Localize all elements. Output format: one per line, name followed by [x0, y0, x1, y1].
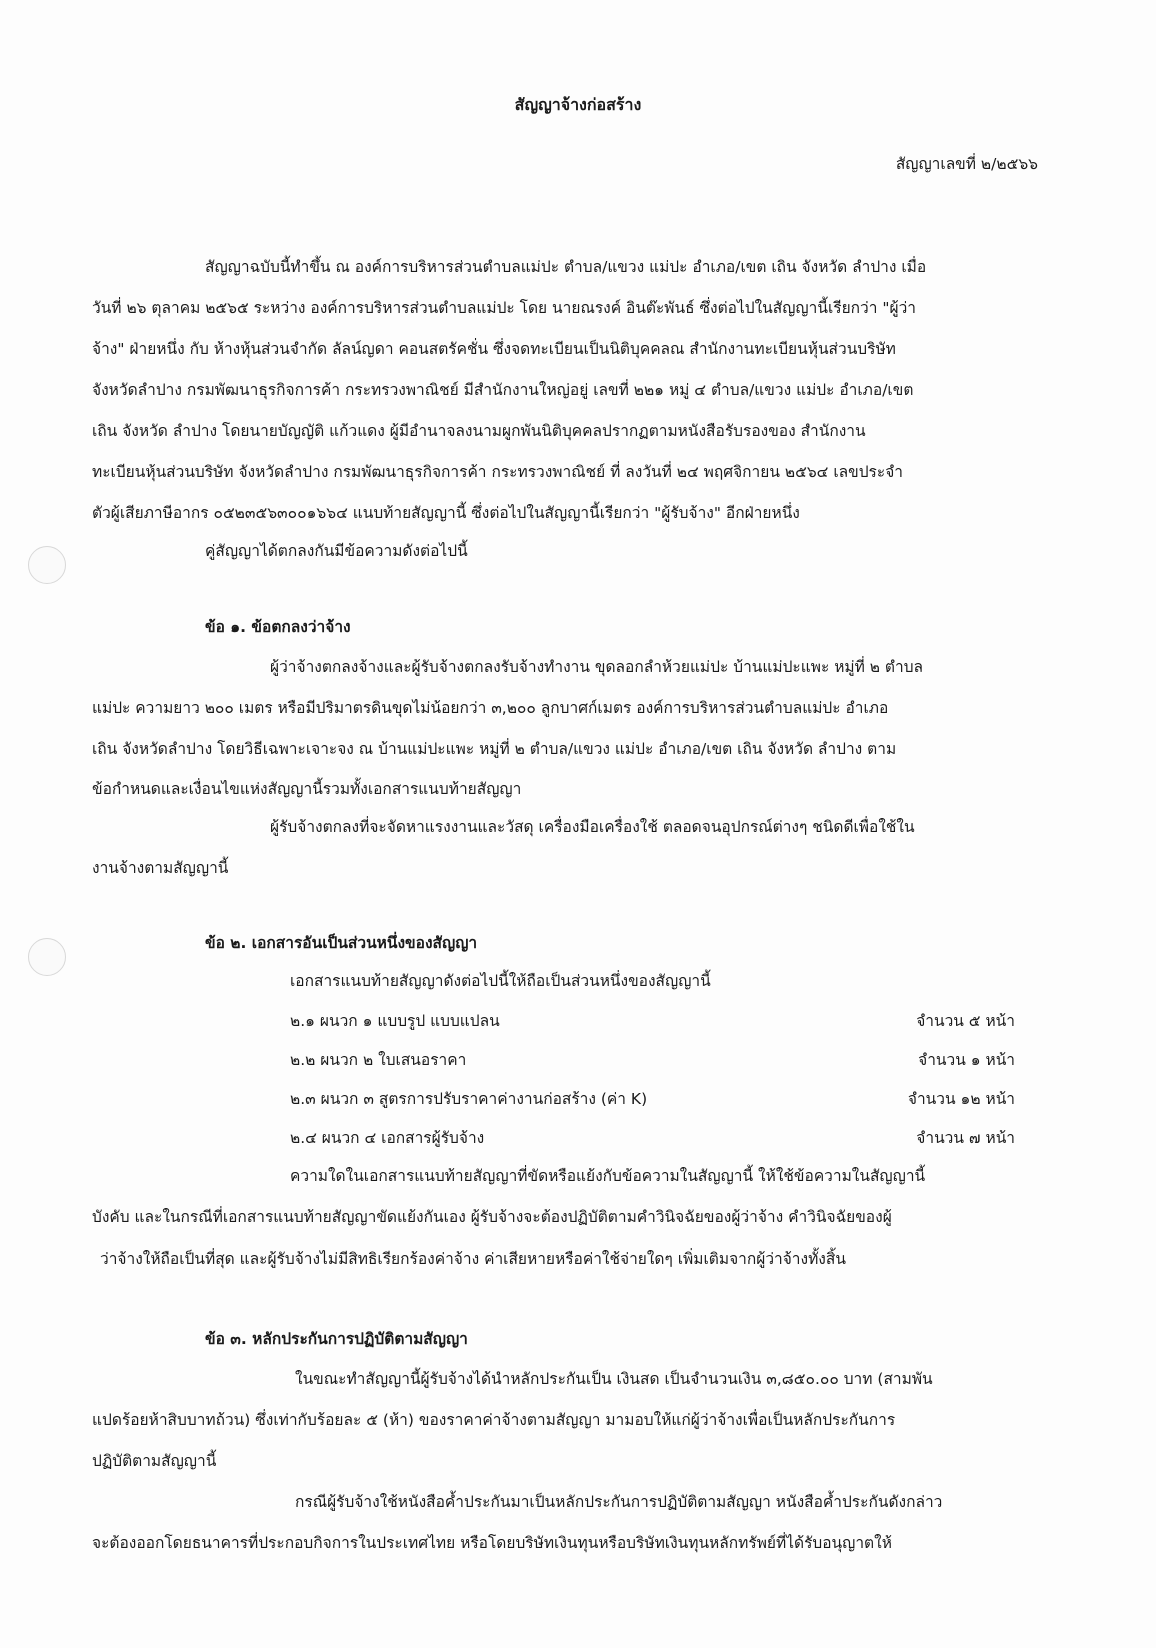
clause-1-line: แม่ปะ ความยาว ๒๐๐ เมตร หรือมีปริมาตรดินขุดไม่น้อยกว่า ๓,๒๐๐ ลูกบาศก์เมตร องค์การบริหารส่วนตำบลแม่ปะ อำเภอ [92, 699, 889, 717]
clause-3-line: กรณีผู้รับจ้างใช้หนังสือค้ำประกันมาเป็นหลักประกันการปฏิบัติตามสัญญา หนังสือค้ำประกันดังกล่าว [295, 1493, 943, 1511]
attachment-row [290, 1010, 1015, 1032]
preamble-line: จังหวัดลำปาง กรมพัฒนาธุรกิจการค้า กระทรวงพาณิชย์ มีสำนักงานใหญ่อยู่ เลขที่ ๒๒๑ หมู่ ๔ ตำบล/แขวง แม่ปะ อำเภอ/เขต [92, 381, 914, 399]
clause-1-line: ผู้ว่าจ้างตกลงจ้างและผู้รับจ้างตกลงรับจ้างทำงาน ขุดลอกลำห้วยแม่ปะ บ้านแม่ปะแพะ หมู่ที่ ๒ ตำบล [270, 658, 924, 676]
clause-2-line: บังคับ และในกรณีที่เอกสารแนบท้ายสัญญาขัดแย้งกันเอง ผู้รับจ้างจะต้องปฏิบัติตามคำวินิจฉัยของผู้ว่าจ้าง คำวินิจฉัยของผู้ [92, 1208, 892, 1226]
clause-1-line: งานจ้างตามสัญญานี้ [92, 859, 229, 877]
attachment-row [290, 1088, 1015, 1110]
attachment-label: ๒.๔ ผนวก ๔ เอกสารผู้รับจ้าง [290, 1129, 485, 1147]
preamble-line: สัญญาฉบับนี้ทำขึ้น ณ องค์การบริหารส่วนตำบลแม่ปะ ตำบล/แขวง แม่ปะ อำเภอ/เขต เถิน จังหวัด ลำปาง เมื่อ [205, 258, 927, 276]
clause-3-line: ปฏิบัติตามสัญญานี้ [92, 1452, 217, 1470]
clause-1-line: ผู้รับจ้างตกลงที่จะจัดหาแรงงานและวัสดุ เครื่องมือเครื่องใช้ ตลอดจนอุปกรณ์ต่างๆ ชนิดดีเพื่อใช้ใน [270, 818, 915, 836]
preamble-line: ทะเบียนหุ้นส่วนบริษัท จังหวัดลำปาง กรมพัฒนาธุรกิจการค้า กระทรวงพาณิชย์ ที่ ลงวันที่ ๒๔ พฤศจิกายน ๒๕๖๔ เลขประจำ [92, 463, 903, 481]
preamble-line: คู่สัญญาได้ตกลงกันมีข้อความดังต่อไปนี้ [205, 542, 468, 560]
clause-3-line: จะต้องออกโดยธนาคารที่ประกอบกิจการในประเทศไทย หรือโดยบริษัทเงินทุนหรือบริษัทเงินทุนหลักทรัพย์ที่ได้รับอนุญาตให้ [92, 1534, 892, 1552]
clause-3-heading: ข้อ ๓. หลักประกันการปฏิบัติตามสัญญา [205, 1330, 468, 1348]
clause-3-line: แปดร้อยห้าสิบบาทถ้วน) ซึ่งเท่ากับร้อยละ ๕ (ห้า) ของราคาค่าจ้างตามสัญญา มามอบให้แก่ผู้ว่าจ้างเพื่อเป็นหลักประกันการ [92, 1411, 896, 1429]
attachment-row [290, 1049, 1015, 1071]
clause-1-line: ข้อกำหนดและเงื่อนไขแห่งสัญญานี้รวมทั้งเอกสารแนบท้ายสัญญา [92, 780, 522, 798]
punch-hole-top [28, 546, 66, 584]
preamble-line: ตัวผู้เสียภาษีอากร ๐๕๒๓๕๖๓๐๐๑๖๖๔ แนบท้ายสัญญานี้ ซึ่งต่อไปในสัญญานี้เรียกว่า "ผู้รับจ้าง" อีกฝ่ายหนึ่ง [92, 504, 800, 522]
preamble-line: จ้าง" ฝ่ายหนึ่ง กับ ห้างหุ้นส่วนจำกัด ลัลน์ญดา คอนสตรัคชั่น ซึ่งจดทะเบียนเป็นนิติบุคคลณ สำนักงานทะเบียนหุ้นส่วนบริษัท [92, 340, 896, 358]
attachment-label: ๒.๒ ผนวก ๒ ใบเสนอราคา [290, 1051, 467, 1069]
clause-2-line: ความใดในเอกสารแนบท้ายสัญญาที่ขัดหรือแย้งกับข้อความในสัญญานี้ ให้ใช้ข้อความในสัญญานี้ [290, 1167, 926, 1185]
attachment-page-count: จำนวน ๕ หน้า [916, 1012, 1015, 1030]
preamble-line: วันที่ ๒๖ ตุลาคม ๒๕๖๕ ระหว่าง องค์การบริหารส่วนตำบลแม่ปะ โดย นายณรงค์ อินต๊ะพันธ์ ซึ่งต่อไปในสัญญานี้เรียกว่า "ผู้ว่า [92, 299, 916, 317]
contract-number: สัญญาเลขที่ ๒/๒๕๖๖ [895, 155, 1038, 173]
clause-2-intro: เอกสารแนบท้ายสัญญาดังต่อไปนี้ให้ถือเป็นส่วนหนึ่งของสัญญานี้ [290, 972, 711, 990]
attachment-page-count: จำนวน ๑ หน้า [918, 1051, 1015, 1069]
attachment-row [290, 1127, 1015, 1149]
punch-hole-bottom [28, 938, 66, 976]
preamble-line: เถิน จังหวัด ลำปาง โดยนายบัญญัติ แก้วแดง ผู้มีอำนาจลงนามผูกพันนิติบุคคลปรากฏตามหนังสือรับรองของ สำนักงาน [92, 422, 866, 440]
attachment-page-count: จำนวน ๑๒ หน้า [907, 1090, 1015, 1108]
clause-3-line: ในขณะทำสัญญานี้ผู้รับจ้างได้นำหลักประกันเป็น เงินสด เป็นจำนวนเงิน ๓,๘๕๐.๐๐ บาท (สามพัน [295, 1370, 933, 1388]
attachment-page-count: จำนวน ๗ หน้า [916, 1129, 1015, 1147]
clause-1-line: เถิน จังหวัดลำปาง โดยวิธีเฉพาะเจาะจง ณ บ้านแม่ปะแพะ หมู่ที่ ๒ ตำบล/แขวง แม่ปะ อำเภอ/เขต เถิน จังหวัด ลำปาง ตาม [92, 740, 897, 758]
clause-1-heading: ข้อ ๑. ข้อตกลงว่าจ้าง [205, 618, 351, 636]
clause-2-line: ว่าจ้างให้ถือเป็นที่สุด และผู้รับจ้างไม่มีสิทธิเรียกร้องค่าจ้าง ค่าเสียหายหรือค่าใช้จ่ายใดๆ เพิ่มเติมจากผู้ว่าจ้างทั้งสิ้น [100, 1250, 846, 1268]
attachment-label: ๒.๓ ผนวก ๓ สูตรการปรับราคาค่างานก่อสร้าง (ค่า K) [290, 1090, 648, 1108]
document-title: สัญญาจ้างก่อสร้าง [514, 95, 642, 114]
clause-2-heading: ข้อ ๒. เอกสารอันเป็นส่วนหนึ่งของสัญญา [205, 934, 478, 952]
attachment-label: ๒.๑ ผนวก ๑ แบบรูป แบบแปลน [290, 1012, 500, 1030]
